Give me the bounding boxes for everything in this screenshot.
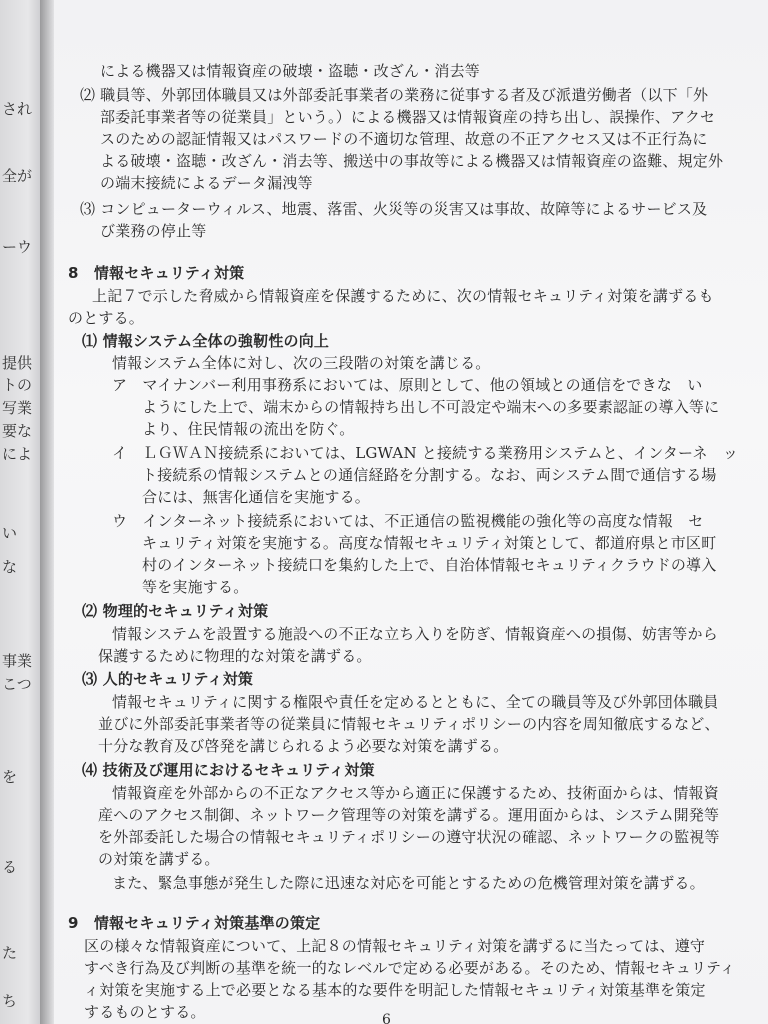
text-line: び業務の停止等 (100, 222, 207, 240)
document-page (54, 0, 768, 1024)
book-gutter (40, 0, 54, 1024)
left-page-fragment: 提供 (2, 354, 33, 372)
list-item-u: ウ インターネット接続系においては、不正通信の監視機能の強化等の高度な情報 セ (112, 512, 704, 530)
text-line: 合には、無害化通信を実施する。 (142, 488, 371, 506)
text-line: ようにした上で、端末からの情報持ち出し不可設定や端末への多要素認証の導入等に (142, 398, 720, 416)
left-page-fragment: ち (2, 992, 18, 1010)
text-line: 情報セキュリティに関する権限や責任を定めるとともに、全ての職員等及び外郭団体職員 (112, 693, 719, 711)
page-number: 6 (382, 1012, 391, 1024)
text-line: また、緊急事態が発生した際に迅速な対応を可能とするための危機管理対策を講ずる。 (112, 874, 705, 892)
text-line: による機器又は情報資産の破壊・盗聴・改ざん・消去等 (100, 62, 481, 80)
text-line: の端末接続によるデータ漏洩等 (100, 174, 313, 192)
text-line: 区の様々な情報資産について、上記８の情報セキュリティ対策を講ずるに当たっては、遵守 (84, 937, 706, 955)
text-line: のとする。 (68, 309, 145, 327)
left-page-fragment: を (2, 768, 18, 786)
text-line: 情報システム全体に対し、次の三段階の対策を講じる。 (112, 354, 491, 372)
left-page-fragment: 要な (2, 422, 33, 440)
text-line: 十分な教育及び啓発を講じられるよう必要な対策を講ずる。 (98, 737, 509, 755)
text-line: 情報資産を外部からの不正なアクセス等から適正に保護するため、技術面からは、情報資 (112, 784, 719, 802)
text-line: 等を実施する。 (142, 578, 249, 596)
section-heading-8: 8 情報セキュリティ対策 (68, 264, 245, 282)
text-line: 上記７で示した脅威から情報資産を保護するために、次の情報セキュリティ対策を講ずるも (92, 287, 714, 305)
left-page-fragment: ーウ (2, 238, 33, 256)
left-page-fragment: トの (2, 376, 33, 394)
text-line: すべき行為及び判断の基準を統一的なレベルで定める必要がある。そのため、情報セキュリティ (84, 959, 736, 977)
left-page-edge (0, 0, 40, 1024)
text-line: 並びに外部委託事業者等の従業員に情報セキュリティポリシーの内容を周知徹底するなど、 (98, 715, 720, 733)
left-page-fragment: こつ (2, 675, 32, 693)
text-line: ィ対策を実施する上で必要となる基本的な要件を明記した情報セキュリティ対策基準を策定 (84, 981, 706, 999)
text-line: 産へのアクセス制御、ネットワーク管理等の対策を講ずる。運用面からは、システム開発等 (98, 806, 720, 824)
subsection-heading: ⑵ 物理的セキュリティ対策 (82, 602, 269, 620)
list-item-2: ⑵ 職員等、外郭団体職員又は外部委託事業者の業務に従事する者及び派遣労働者（以下「外 (80, 86, 709, 104)
text-line: 保護するために物理的な対策を講ずる。 (98, 647, 372, 665)
subsection-heading: ⑷ 技術及び運用におけるセキュリティ対策 (82, 761, 375, 779)
left-page-fragment: によ (2, 445, 33, 463)
text-line: より、住民情報の流出を防ぐ。 (142, 420, 355, 438)
text-line: 村のインターネット接続口を集約した上で、自治体情報セキュリティクラウドの導入 (142, 556, 717, 574)
text-line: スのための認証情報又はパスワードの不適切な管理、故意の不正アクセス又は不正行為に (100, 130, 708, 148)
left-page-fragment: た (2, 944, 18, 962)
text-line: するものとする。 (84, 1003, 206, 1021)
left-page-fragment: 全が (2, 167, 33, 185)
text-line: 部委託事業者等の従業員」という。）による機器又は情報資産の持ち出し、誤操作、アクセ (100, 108, 716, 126)
list-item-i: イ ＬＧＷＡＮ接続系においては、LGWAN と接続する業務用システムと、インターネ ッ (112, 444, 739, 462)
text-line: よる破壊・盗聴・改ざん・消去等、搬送中の事故等による機器又は情報資産の盗難、規定外 (100, 152, 724, 170)
subsection-heading: ⑶ 人的セキュリティ対策 (82, 670, 254, 688)
subsection-heading: ⑴ 情報システム全体の強靭性の向上 (82, 332, 330, 350)
text-line: を外部委託した場合の情報セキュリティポリシーの遵守状況の確認、ネットワークの監視等 (98, 828, 720, 846)
left-page-fragment: され (2, 100, 33, 118)
list-item-3: ⑶ コンピューターウィルス、地震、落雷、火災等の災害又は事故、故障等によるサービス及 (80, 200, 708, 218)
left-page-fragment: る (2, 858, 18, 876)
section-heading-9: 9 情報セキュリティ対策基準の策定 (68, 914, 321, 932)
text-line: の対策を講ずる。 (98, 850, 220, 868)
list-item-a: ア マイナンバー利用事務系においては、原則として、他の領域との通信をできな い (112, 376, 703, 394)
left-page-fragment: 写業 (2, 399, 33, 417)
left-page-fragment: 事業 (2, 652, 33, 670)
left-page-fragment: な (2, 558, 18, 576)
left-page-fragment: い (2, 524, 18, 542)
text-line: 情報システムを設置する施設への不正な立ち入りを防ぎ、情報資産への損傷、妨害等から (112, 625, 718, 643)
text-line: ト接続系の情報システムとの通信経路を分割する。なお、両システム間で通信する場 (142, 466, 717, 484)
text-line: キュリティ対策を実施する。高度な情報セキュリティ対策として、都道府県と市区町 (142, 534, 717, 552)
